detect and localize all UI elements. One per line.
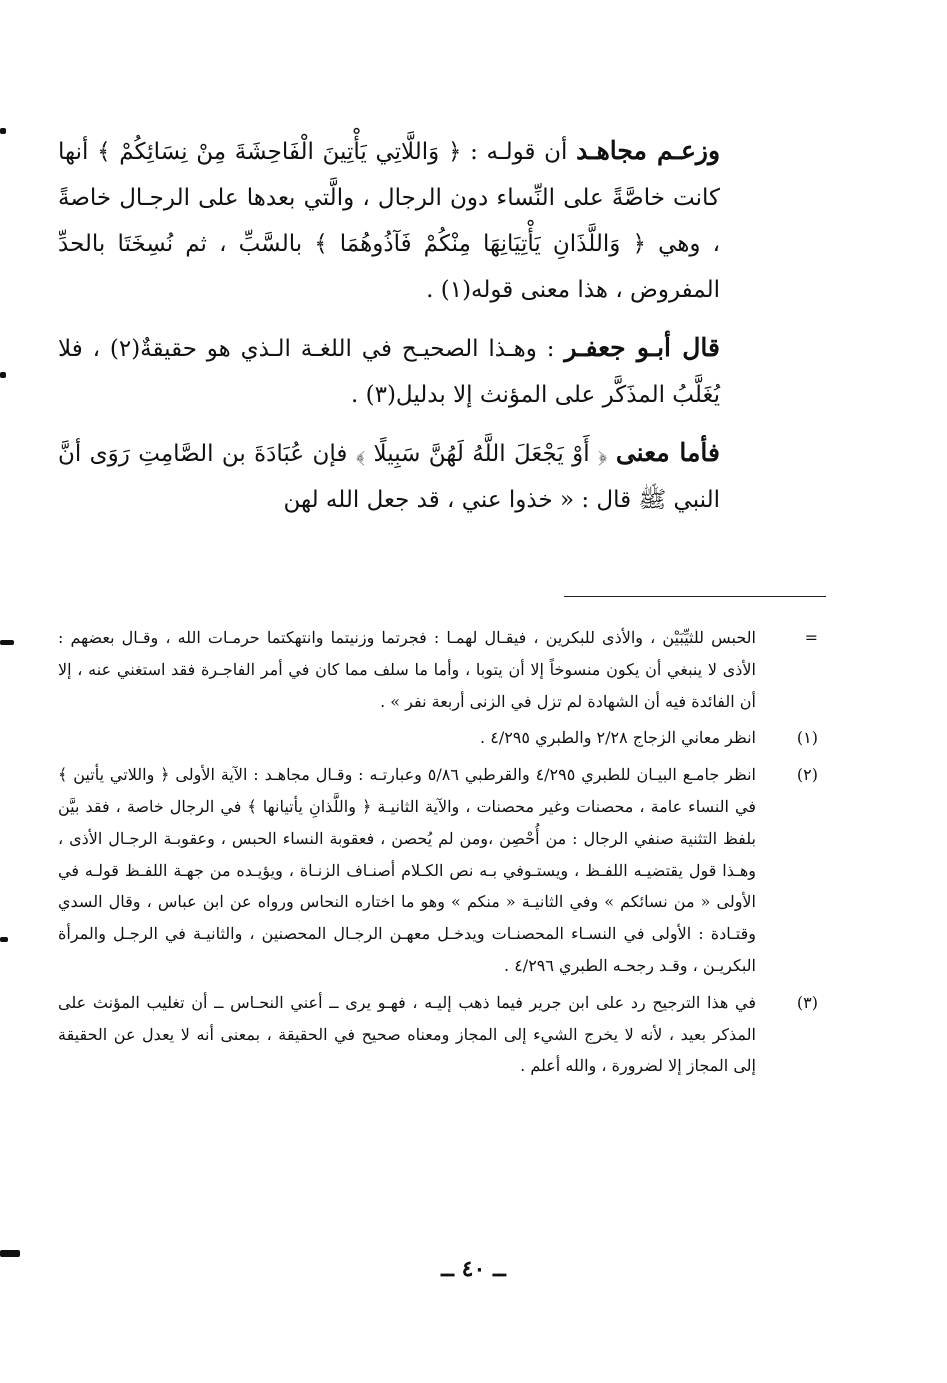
paragraph-body: ﴿ أَوْ يَجْعَلَ اللَّهُ لَهُنَّ سَبِيلًا ﴾ فإن عُبَادَةَ بن الصَّامِتِ رَوَى أنَّ النبي ﷺ قال : « خذوا عني ، قد جعل الله لهن <box>58 441 720 513</box>
footnote-1 <box>58 722 818 754</box>
footnote-text: انظر جامـع البيـان للطبري ٤/٢٩٥ والقرطبي ٥/٨٦ وعبارتـه : وقـال مجاهـد : الآية الأولى ﴿ واللاتي يأتين ﴾ في النساء عامة ، محصنات وغير محصنات ، والآية الثانيـة ﴿ واللَّذانِ يأتيانها ﴾ في الرجال خاصة ، فقد بيَّن بلفظ التثنية صنفي الرجال : من أُحْصِن ،ومن لم يُحصن ، فعقوبة النساء الحبس ، وعقوبـة الرجـال الأذى ، وهـذا قول يقتضيـه اللفـظ ، ويستـوفي بـه نص الكـلام أصنـاف الزنـاة ، ويؤيـده من جهـة اللفـظ قولـه في الأولى « من نسائكم » وفي الثانيـة « منكم » وهو ما اختاره النحاس ورواه عن ابن عباس ، وقال السدي وقتـادة : الأولى في النسـاء المحصنـات ويدخـل معهـن الرجـال المحصنين ، والثانيـة في الرجـل والمرأة البكريـن ، وقـد رجحـه الطبري ٤/٢٩٦ . <box>58 765 757 975</box>
paragraph-body: : وهـذا الصحيـح في اللغـة الـذي هو حقيقةٌ(٢) ، فلا يُغَلَّبُ المذَكَّر على المؤنث إلا بدليل(٣) . <box>58 336 720 408</box>
footnote-continuation <box>58 622 818 717</box>
paragraph-body: أن قولـه : ﴿ وَاللَّاتِي يَأْتِينَ الْفَاحِشَةَ مِنْ نِسَائِكُمْ ﴾ أنها كانت خاصَّةً على النِّساء دون الرجال ، والَّتي بعدها على الرجـال خاصةً ، وهي ﴿ وَاللَّذَانِ يَأْتِيَانِهَا مِنْكُمْ فَآذُوهُمَا ﴾ بالسَّبِّ ، ثم نُسِخَتَا بالحدِّ المفروض ، هذا معنى قوله(١) . <box>58 139 720 303</box>
footnote-text: في هذا الترجيح رد على ابن جرير فيما ذهب إليـه ، فهـو يرى ــ أعني النحـاس ــ أن تغليب المؤنث على المذكر بعيد ، لأنه لا يخرج الشيء إلى المجاز ومعناه صحيح في الحقيقة ، بمعنى أنه لا يعدل عن الحقيقة إلى المجاز إلا لضرورة ، والله أعلم . <box>58 992 756 1076</box>
footnote-marker: (٢) <box>796 765 818 785</box>
paragraph-abu-jafar <box>58 325 720 418</box>
paragraph-lead: وزعـم مجاهـد <box>576 136 721 165</box>
scan-edge-mark <box>0 1250 20 1257</box>
footnote-marker: = <box>804 628 818 647</box>
footnote-marker: (٣) <box>796 992 818 1012</box>
scan-edge-mark <box>0 372 6 378</box>
footnote-separator <box>564 596 826 597</box>
footnote-marker: (١) <box>796 728 818 748</box>
paragraph-mujahid <box>58 128 720 313</box>
scan-edge-mark <box>0 640 14 645</box>
footnote-3 <box>58 987 818 1082</box>
footnote-text: انظر معاني الزجاج ٢/٢٨ والطبري ٤/٢٩٥ . <box>480 728 756 748</box>
paragraph-lead: قال أبـو جعفـر <box>564 333 720 362</box>
footnotes <box>58 622 818 1087</box>
main-text <box>58 128 720 535</box>
page-number: ــ ٤٠ ــ <box>441 1256 506 1282</box>
scan-edge-mark <box>0 128 6 134</box>
scan-edge-mark <box>0 937 8 942</box>
paragraph-sabil <box>58 430 720 523</box>
paragraph-lead: فأما معنى <box>615 438 720 467</box>
footnote-text: الحبس للثيِّبَيْن ، والأذى للبكرين ، فيقـال لهمـا : فجرتما وزنيتما وانتهكتما حرمـات الله ، وقـال بعضهم : الأذى لا ينبغي أن يكون منسوخاً إلا أن يتوبا ، وأما ما سلف مما كان في أمر الفاجـرة فقد استغني عنه ، إلا أن الفائدة فيه أن الشهادة لم تزل في الزنى أربعة نفر » . <box>58 628 757 711</box>
footnote-2 <box>58 759 818 982</box>
